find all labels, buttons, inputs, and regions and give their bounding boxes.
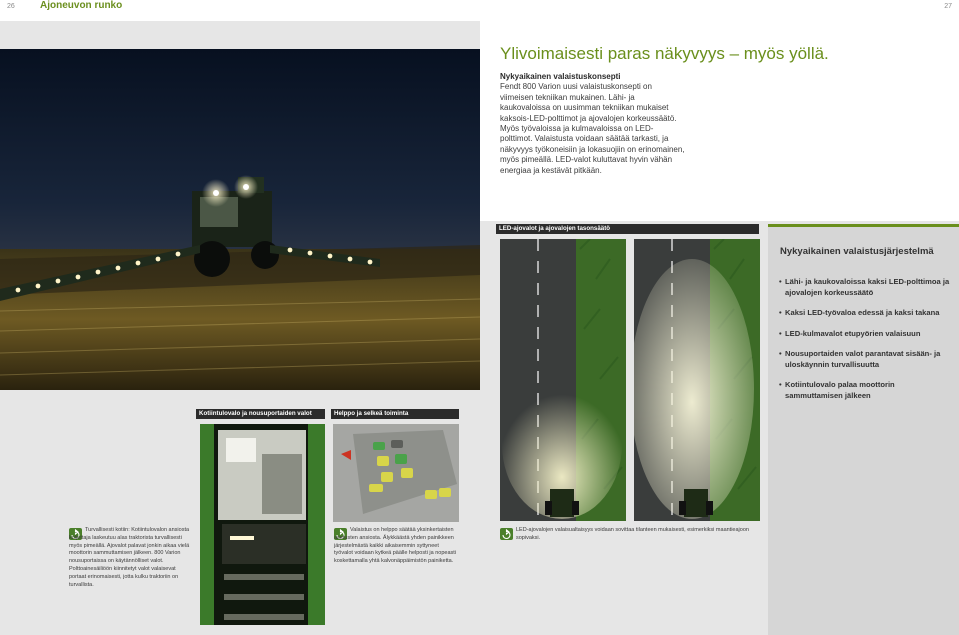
page-header: [0, 0, 959, 20]
intro-text-block: [500, 72, 685, 176]
cab-step-lights-photo: [200, 424, 325, 625]
light-switch-icon: [500, 528, 513, 540]
road-image-high-beam: [634, 239, 760, 521]
home-lights-description: Turvallisesti kotiin: Kotiintulovalon ansiosta kuljettaja laskeutuu alas traktorista turvallisesti myös pimeällä. Ajovalot palavat jonkin aikaa vielä moottorin sammuttamisen jälkeen. 800 Varion nousuportaissa on käytännölliset valot. Polttoainesäiliöön kiinnitetyt valot valaisevat portaat erinomaisesti, jotta kulku traktoriin on turvallista.: [69, 527, 190, 588]
easy-operation-description: Valaistus on helppo säätää yksinkertaisten asetusten ansiosta. Älykkäästä yhden painikkeen järjestelmästä kaikki aikaisemmin syttyneet työvalot voidaan kytkeä päälle helposti ja nopeasti koskettamalla yhtä kalvonäppäimistön painiketta.: [334, 527, 456, 565]
list-item: • Nousuportaiden valot parantavat sisään- ja uloskäynnin turvallisuutta: [780, 349, 952, 370]
section-title: Ajoneuvon runko: [40, 0, 123, 11]
feature-list: [780, 277, 952, 411]
hero-night-tractor-photo: [0, 49, 480, 390]
list-item: • Kaksi LED-työvaloa edessä ja kaksi takana: [780, 308, 952, 319]
intro-heading: Nykyaikainen valaistuskonsepti: [500, 72, 621, 81]
control-panel-photo: [333, 424, 459, 522]
panel-accent-bar: [768, 224, 959, 227]
page-number-left: 26: [7, 3, 15, 10]
led-headlights-caption-bar: LED-ajovalot ja ajovalojen tasonsäätö: [496, 224, 759, 234]
lighting-system-panel: [768, 224, 959, 635]
intro-body: Fendt 800 Varion uusi valaistuskonsepti on viimeisen tekniikan mukainen. Lähi- ja kaukovaloissa on uusimman tekniikan mukaiset kaksois-LED-polttimot ja ajovalojen korkeussäätö. Myös työvaloissa ja kulmavaloissa on LED-polttimot. Valaistusta voidaan säätää tarkasti, ja näkyvyys työkoneisiin ja lokasuojiin on erinomainen, myös pimeällä. LED-valot kuluttavat hyvin vähän energiaa ja kestävät pitkään.: [500, 82, 685, 175]
road-image-low-beam: [500, 239, 626, 521]
page-number-right: 27: [944, 3, 952, 10]
home-lights-caption-bar: Kotiintulovalo ja nousuportaiden valot: [196, 409, 325, 419]
list-item: • LED-kulmavalot etupyörien valaisuun: [780, 329, 952, 340]
easy-operation-caption-bar: Helppo ja selkeä toiminta: [331, 409, 459, 419]
led-headlights-description: LED-ajovalojen valaisualtaisyys voidaan sovittaa tilanteen mukaisesti, esimerkiksi maantieajoon sopivaksi.: [516, 527, 749, 541]
list-item: • Lähi- ja kaukovaloissa kaksi LED-polttimoa ja ajovalojen korkeussäätö: [780, 277, 952, 298]
list-item: • Kotiintulovalo palaa moottorin sammuttamisen jälkeen: [780, 380, 952, 401]
page-headline: Ylivoimaisesti paras näkyvyys – myös yöllä.: [500, 44, 829, 63]
panel-title: Nykyaikainen valaistusjärjestelmä: [780, 246, 934, 257]
